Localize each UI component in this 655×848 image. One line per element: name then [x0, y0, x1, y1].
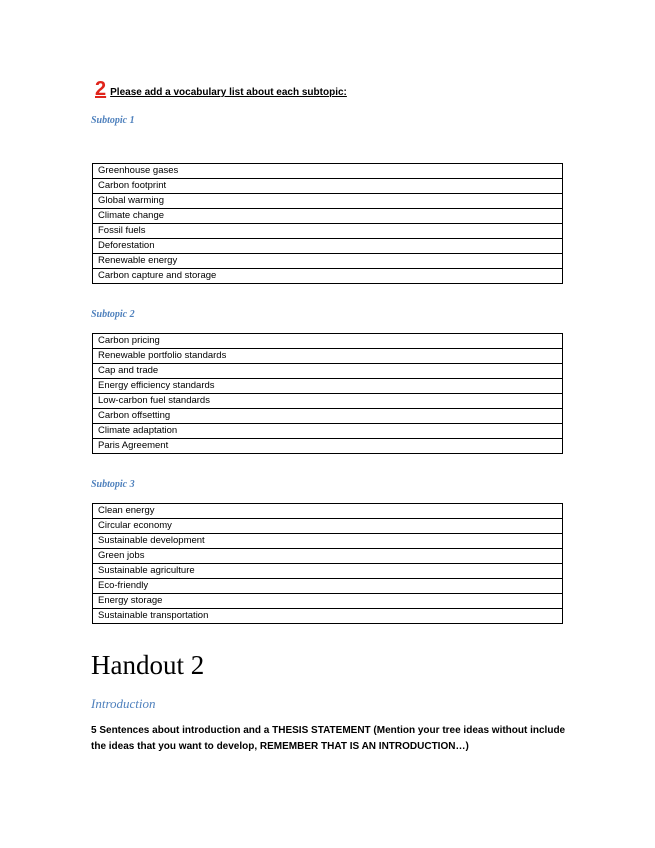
vocabulary-term: Renewable energy [93, 254, 563, 269]
vocabulary-term: Renewable portfolio standards [93, 349, 563, 364]
vocabulary-term: Low-carbon fuel standards [93, 394, 563, 409]
table-row [93, 209, 563, 224]
vocabulary-term: Carbon pricing [93, 334, 563, 349]
table-row [93, 194, 563, 209]
vocabulary-term: Global warming [93, 194, 563, 209]
table-row [93, 334, 563, 349]
subtopic-1-vocabulary-table [92, 163, 563, 284]
table-row [93, 534, 563, 549]
subtopic-1-heading: Subtopic 1 [91, 115, 135, 126]
vocabulary-term: Deforestation [93, 239, 563, 254]
vocabulary-term: Clean energy [93, 504, 563, 519]
table-row [93, 379, 563, 394]
table-row [93, 439, 563, 454]
table-row [93, 424, 563, 439]
table-row [93, 364, 563, 379]
subtopic-3-heading: Subtopic 3 [91, 479, 135, 490]
table-row [93, 239, 563, 254]
introduction-instructions: 5 Sentences about introduction and a THESIS STATEMENT (Mention your tree ideas without include the ideas that you want to develop, REMEMBER THAT IS AN INTRODUCTION…) [91, 725, 566, 752]
vocabulary-term: Circular economy [93, 519, 563, 534]
table-row [93, 519, 563, 534]
vocabulary-term: Energy storage [93, 594, 563, 609]
vocabulary-term: Greenhouse gases [93, 164, 563, 179]
vocabulary-term: Sustainable development [93, 534, 563, 549]
handout-title: Handout 2 [91, 650, 205, 680]
table-row [93, 164, 563, 179]
subtopic-2-heading: Subtopic 2 [91, 309, 135, 320]
table-row [93, 564, 563, 579]
table-row [93, 609, 563, 624]
vocabulary-term: Energy efficiency standards [93, 379, 563, 394]
vocabulary-term: Carbon offsetting [93, 409, 563, 424]
table-row [93, 349, 563, 364]
vocabulary-term: Carbon footprint [93, 179, 563, 194]
introduction-heading: Introduction [91, 696, 156, 711]
vocabulary-term: Sustainable agriculture [93, 564, 563, 579]
vocabulary-term: Climate change [93, 209, 563, 224]
task-number: 2 [95, 78, 107, 100]
table-row [93, 254, 563, 269]
vocabulary-term: Carbon capture and storage [93, 269, 563, 284]
vocabulary-term: Cap and trade [93, 364, 563, 379]
vocabulary-term: Sustainable transportation [93, 609, 563, 624]
table-row [93, 269, 563, 284]
table-row [93, 579, 563, 594]
table-row [93, 409, 563, 424]
table-row [93, 179, 563, 194]
table-row [93, 594, 563, 609]
vocabulary-term: Green jobs [93, 549, 563, 564]
task-heading [91, 78, 347, 101]
table-row [93, 224, 563, 239]
vocabulary-term: Eco-friendly [93, 579, 563, 594]
vocabulary-term: Paris Agreement [93, 439, 563, 454]
table-row [93, 394, 563, 409]
vocabulary-term: Fossil fuels [93, 224, 563, 239]
table-row [93, 549, 563, 564]
table-row [93, 504, 563, 519]
subtopic-2-vocabulary-table [92, 333, 563, 454]
subtopic-3-vocabulary-table [92, 503, 563, 624]
task-instruction: Please add a vocabulary list about each subtopic: [110, 87, 347, 98]
vocabulary-term: Climate adaptation [93, 424, 563, 439]
